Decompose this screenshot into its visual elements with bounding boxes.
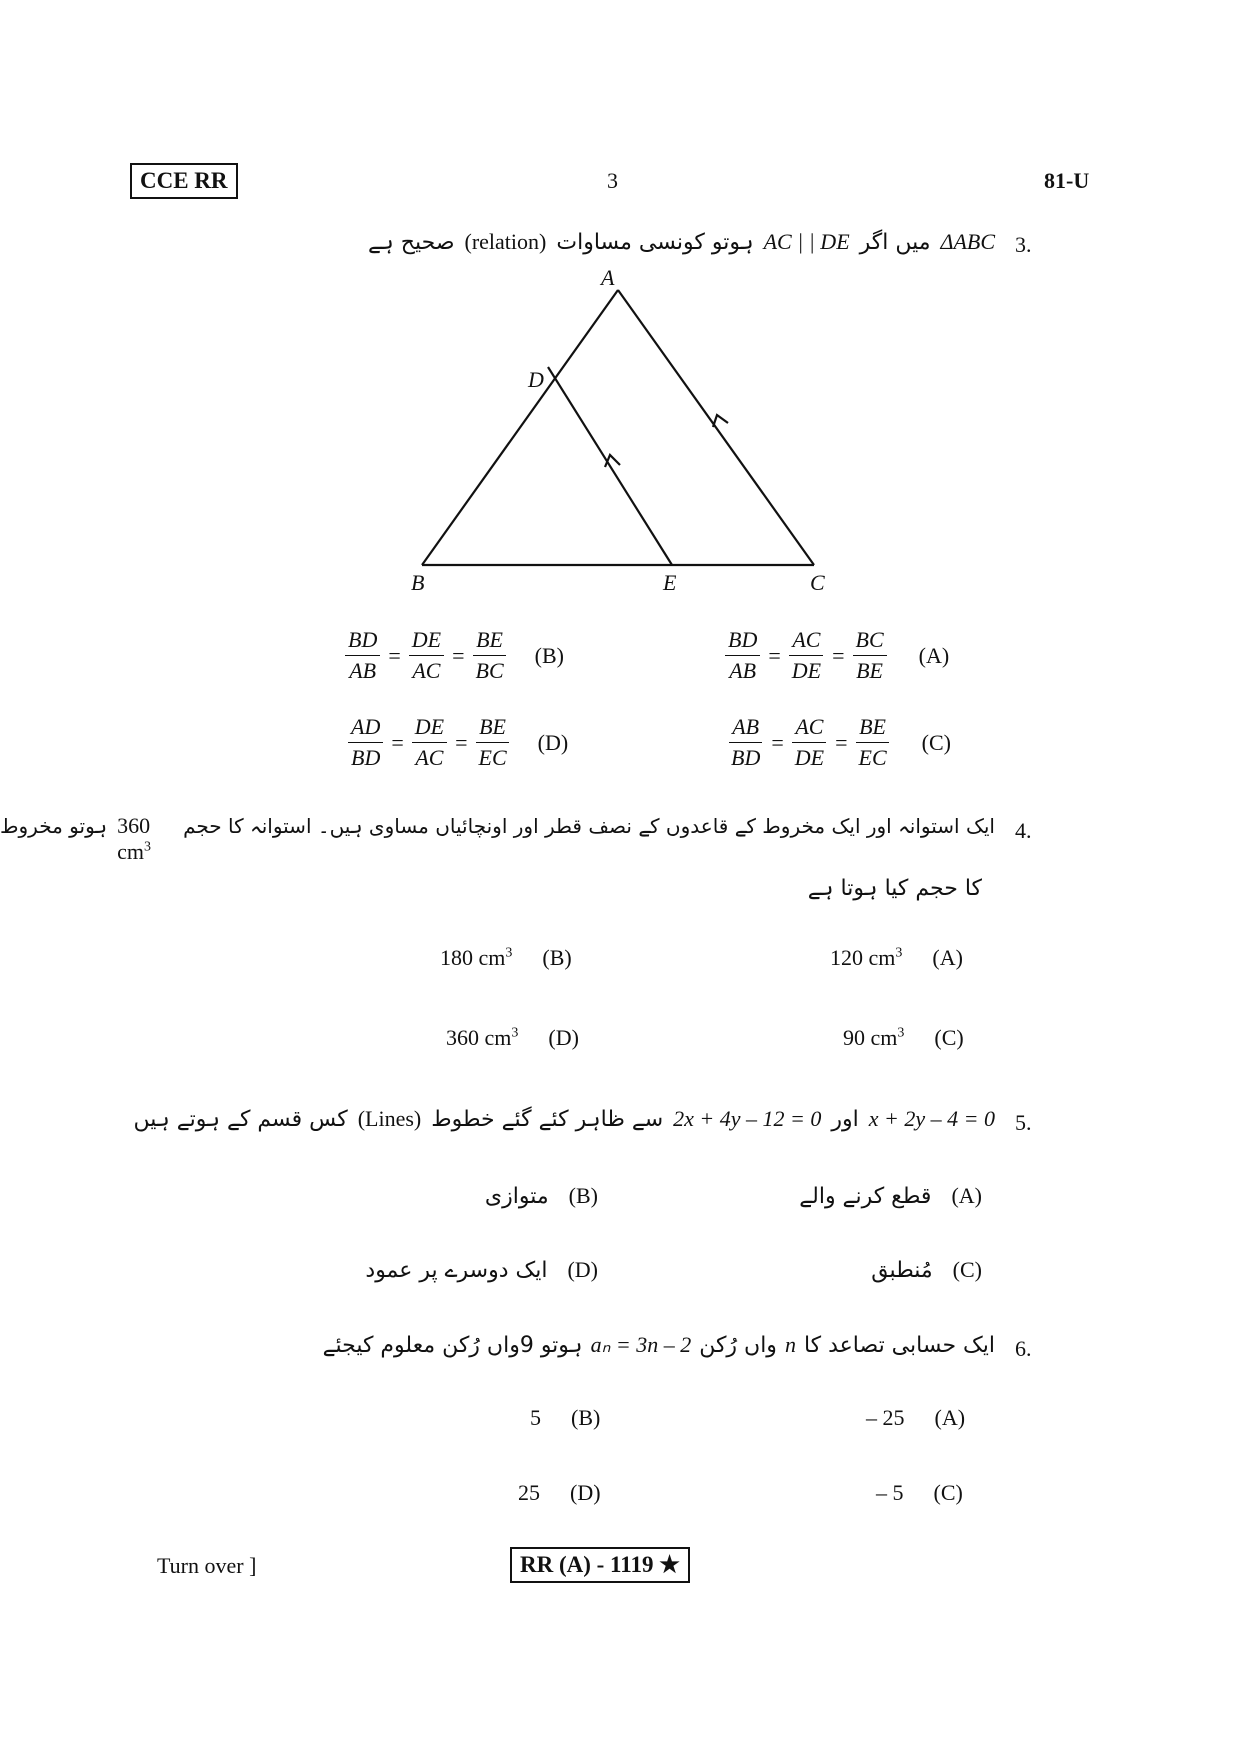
q5-eng-lines: (Lines) — [357, 1106, 422, 1131]
fraction-denominator: BD — [351, 745, 381, 770]
q5-urdu-2: کس قسم کے ہوتے ہیں — [133, 1107, 348, 1132]
q3-option-a-expr — [725, 627, 887, 684]
fraction — [728, 714, 763, 771]
q3-number: 3. — [1015, 232, 1032, 257]
q4-number: 4. — [1015, 818, 1032, 843]
q3-option-a-label: (A) — [918, 642, 950, 668]
q5-option-c — [871, 1257, 982, 1283]
q6-option-b — [530, 1405, 600, 1431]
q5-option-d — [365, 1257, 598, 1283]
q6-option-a-label: (A) — [934, 1405, 966, 1430]
fraction-denominator: DE — [794, 745, 825, 770]
fraction — [725, 627, 760, 684]
q5-eq2: 2x + 4y – 12 = 0 — [673, 1106, 822, 1131]
q3-option-d — [348, 714, 568, 771]
q3-option-a — [725, 627, 949, 684]
q3-eng-relation: (relation) — [464, 229, 547, 254]
fraction-denominator: AC — [412, 658, 441, 683]
q5-option-a-label: (A) — [951, 1183, 982, 1208]
q6-number: 6. — [1015, 1336, 1032, 1361]
q3-option-b-label: (B) — [534, 642, 564, 668]
q4-urdu-1: ایک استوانہ اور ایک مخروط کے قاعدوں کے نصف قطر اور اونچائیاں مساوی ہیں۔ استوانہ کا حجم — [183, 814, 995, 838]
fraction-numerator: DE — [412, 714, 447, 743]
fraction-denominator: AB — [729, 658, 757, 683]
q5-text — [134, 1106, 995, 1132]
q4-volume: 360 $cm^3$ — [117, 813, 152, 864]
q5-option-d-value: ایک دوسرے پر عمود — [365, 1258, 548, 1283]
q4-option-d-label: (D) — [548, 1025, 579, 1050]
fraction-numerator: BE — [476, 714, 509, 743]
fraction-numerator: AD — [348, 714, 383, 743]
q4-urdu-end: ہوتو مخروط — [0, 814, 108, 838]
q6-option-a-value: – 25 — [866, 1405, 905, 1430]
turn-over: Turn over ] — [157, 1553, 257, 1578]
q5-aur: اور — [831, 1107, 859, 1132]
label-a: A — [601, 265, 615, 290]
fraction-numerator: AC — [789, 627, 823, 656]
q3-option-d-expr — [348, 714, 510, 771]
q4-option-a — [830, 945, 963, 971]
label-b: B — [411, 570, 425, 595]
fraction-denominator: DE — [791, 658, 822, 683]
q6-formula: aₙ = 3n – 2 — [590, 1332, 692, 1357]
equals-sign: = — [832, 642, 845, 668]
fraction-numerator: BC — [853, 627, 887, 656]
fraction-denominator: AC — [415, 745, 444, 770]
equals-sign: = — [835, 729, 848, 755]
fraction-denominator: EC — [478, 745, 507, 770]
q6-option-d-label: (D) — [570, 1480, 601, 1505]
triangle-figure — [400, 265, 850, 605]
q6-option-d-value: 25 — [518, 1480, 540, 1505]
label-d: D — [528, 367, 544, 392]
q4-option-d — [446, 1025, 579, 1051]
fraction-numerator: BD — [725, 627, 760, 656]
fraction-numerator: AC — [792, 714, 826, 743]
label-e: E — [663, 570, 677, 595]
q4-option-b — [440, 945, 572, 971]
q3-urdu-2: ہوتو کونسی مساوات — [556, 230, 754, 255]
q4-line2: کا حجم کیا ہوتا ہے — [807, 876, 982, 901]
fraction — [345, 627, 380, 684]
side-ab — [422, 290, 618, 565]
q4-line1 — [0, 813, 995, 865]
q6-option-c-value: – 5 — [876, 1480, 904, 1505]
q6-urdu-3: ہوتو 9واں رُکن معلوم کیجئے — [322, 1333, 583, 1358]
q3-urdu-1: میں اگر — [859, 230, 931, 255]
fraction-numerator: DE — [409, 627, 444, 656]
q5-option-d-label: (D) — [567, 1257, 598, 1282]
q6-n: n — [784, 1332, 796, 1357]
q4-option-c-value: 90 $cm^3$ — [843, 1025, 905, 1050]
q3-option-c — [728, 714, 951, 771]
q4-option-a-value: 120 $cm^3$ — [830, 945, 903, 970]
q5-option-c-value: مُنطبق — [871, 1258, 933, 1283]
equals-sign: = — [388, 642, 401, 668]
q3-urdu-3: صحیح ہے — [368, 230, 455, 255]
equals-sign: = — [771, 729, 784, 755]
equals-sign: = — [391, 729, 404, 755]
q3-triangle: ΔABC — [940, 229, 995, 254]
q3-text — [368, 229, 995, 255]
fraction — [473, 627, 507, 684]
q6-option-c-label: (C) — [933, 1480, 963, 1505]
q3-option-c-expr — [728, 714, 890, 771]
q5-option-b-label: (B) — [568, 1183, 598, 1208]
fraction — [348, 714, 383, 771]
q5-option-c-label: (C) — [952, 1257, 982, 1282]
fraction — [409, 627, 444, 684]
label-c: C — [810, 570, 825, 595]
q6-option-b-value: 5 — [530, 1405, 541, 1430]
q4-option-c — [843, 1025, 964, 1051]
segment-de — [548, 367, 672, 565]
fraction-numerator: BE — [856, 714, 889, 743]
fraction-denominator: BD — [731, 745, 761, 770]
header-left-box: CCE RR — [130, 163, 238, 199]
fraction-denominator: EC — [858, 745, 887, 770]
fraction — [412, 714, 447, 771]
q5-eq1: x + 2y – 4 = 0 — [868, 1106, 995, 1131]
fraction-numerator: AB — [729, 714, 762, 743]
fraction — [856, 714, 890, 771]
q4-option-a-label: (A) — [932, 945, 963, 970]
equals-sign: = — [768, 642, 781, 668]
q3-option-b-expr — [345, 627, 507, 684]
fraction-denominator: BE — [856, 658, 883, 683]
footer-code: RR (A) - 1119 ★ — [510, 1547, 690, 1583]
q6-option-c — [876, 1480, 963, 1506]
fraction-denominator: BC — [475, 658, 504, 683]
fraction-numerator: BE — [473, 627, 506, 656]
q6-option-d — [518, 1480, 601, 1506]
q6-urdu-1: ایک حسابی تصاعد کا — [803, 1333, 995, 1358]
arrow-de — [605, 455, 620, 467]
q6-urdu-2: واں رُکن — [699, 1333, 777, 1358]
q5-number: 5. — [1015, 1110, 1032, 1135]
fraction-numerator: BD — [345, 627, 380, 656]
equals-sign: = — [455, 729, 468, 755]
q5-option-b-value: متوازی — [484, 1184, 549, 1209]
fraction — [789, 627, 824, 684]
q6-text — [323, 1332, 995, 1358]
q5-option-a-value: قطع کرنے والے — [799, 1184, 932, 1209]
q3-relation: AC | | DE — [763, 229, 850, 254]
equals-sign: = — [452, 642, 465, 668]
page-number: 3 — [607, 168, 618, 193]
fraction — [792, 714, 827, 771]
paper-code: 81-U — [1044, 168, 1090, 193]
q4-option-b-label: (B) — [542, 945, 572, 970]
fraction — [853, 627, 887, 684]
fraction — [476, 714, 510, 771]
q3-option-d-label: (D) — [537, 729, 569, 755]
q4-option-d-value: 360 $cm^3$ — [446, 1025, 519, 1050]
q5-option-b — [485, 1183, 598, 1209]
q5-option-a — [799, 1183, 982, 1209]
q6-option-b-label: (B) — [571, 1405, 601, 1430]
q3-option-b — [345, 627, 564, 684]
q4-option-c-label: (C) — [934, 1025, 964, 1050]
q6-option-a — [866, 1405, 965, 1431]
q3-option-c-label: (C) — [921, 729, 951, 755]
fraction-denominator: AB — [349, 658, 377, 683]
q5-urdu-1: سے ظاہر کئے گئے خطوط — [431, 1107, 664, 1132]
q4-option-b-value: 180 $cm^3$ — [440, 945, 513, 970]
